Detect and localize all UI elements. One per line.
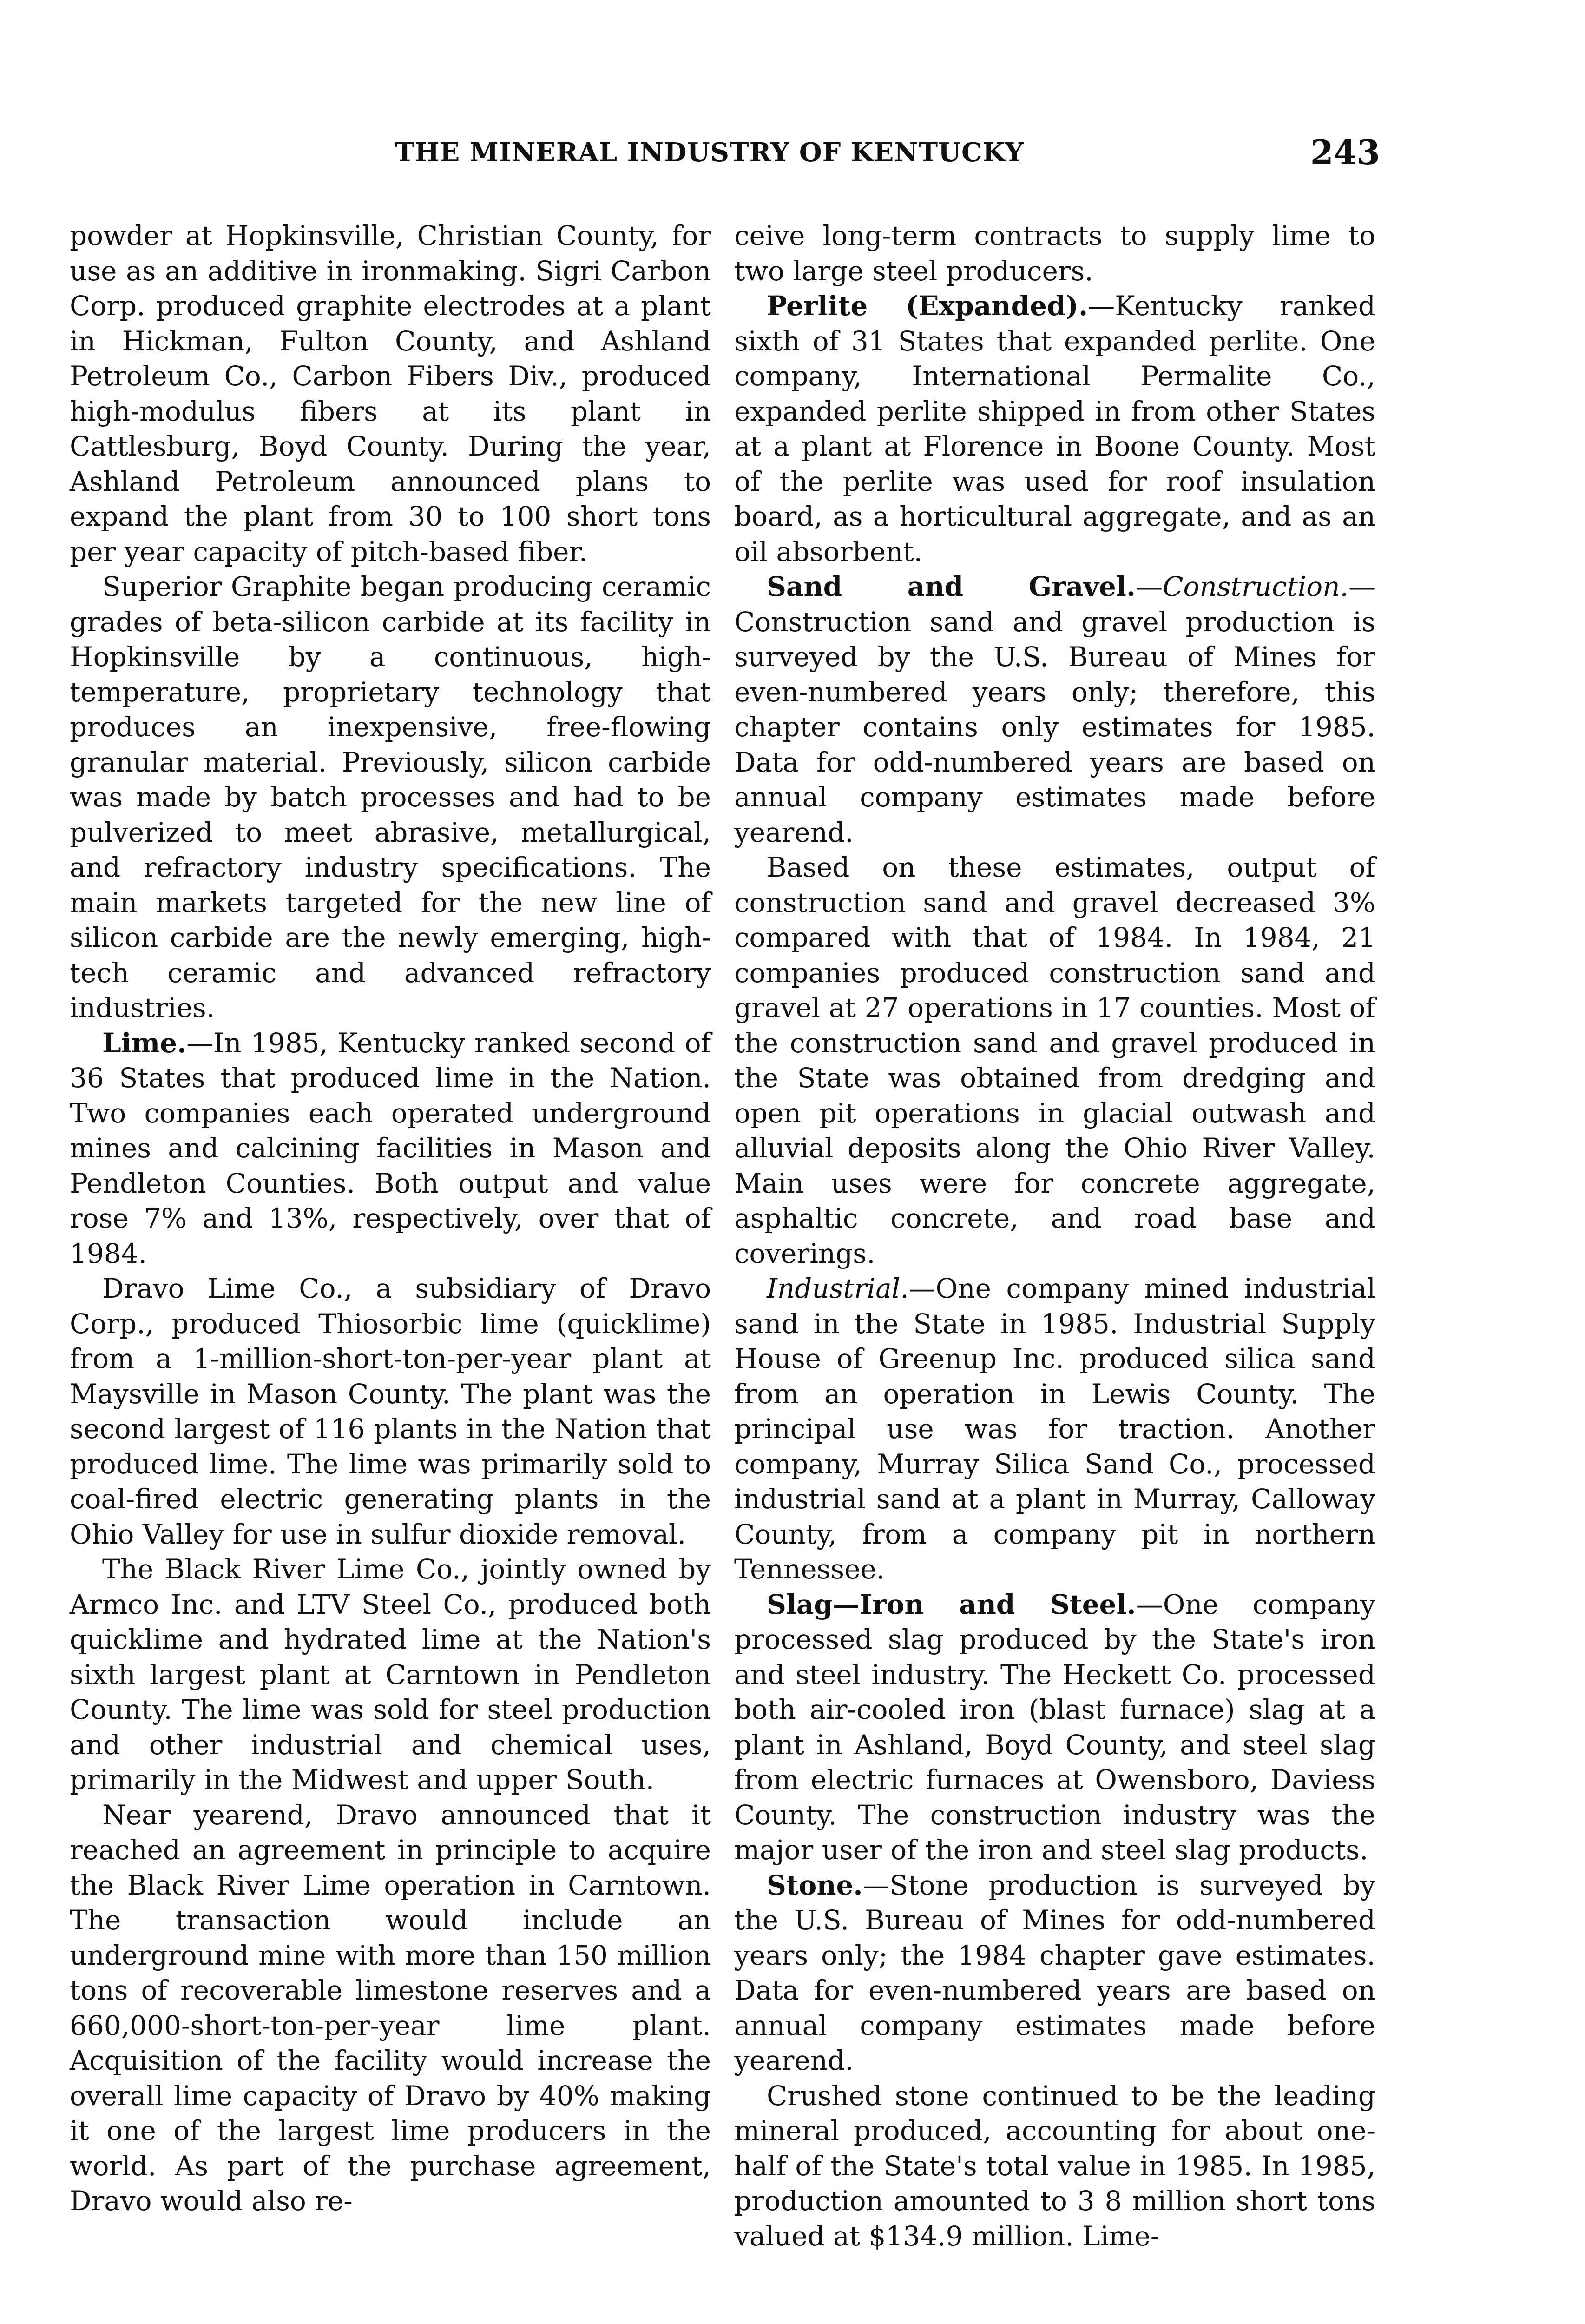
- lime-text: —In 1985, Kentucky ranked second of 36 States that produced lime in the Nation. Two companies each operated underground mines and calcining facilities in Mason and Pendleton Counties. Both output and value rose 7% and 13%, respectively, over that of 1984.: [70, 1027, 711, 1269]
- running-title: THE MINERAL INDUSTRY OF KENTUCKY: [395, 137, 1024, 168]
- paragraph-dravo-acquisition: Near yearend, Dravo announced that it reached an agreement in principle to acquire the Black River Lime operation in Carntown. The transaction would include an underground mine with more than 150 million tons of recoverable limestone reserves and a 660,000-short-ton-per-year lime plant. Acquisition of the facility would increase the overall lime capacity of Dravo by 40% making it one of the largest lime producers in the world. As part of the purchase agreement, Dravo would also re-: [70, 1799, 711, 2217]
- industrial-subheading: Industrial.: [767, 1273, 909, 1304]
- paragraph-crushed-stone: Crushed stone continued to be the leading mineral produced, accounting for about one-half of the State's total value in 1985. In 1985, production amounted to 3 8 million short tons valued at $134.9 million. Lime-: [734, 2080, 1375, 2252]
- left-column: [70, 218, 711, 2219]
- stone-heading: Stone.: [767, 1869, 863, 1901]
- paragraph-sand-gravel: [734, 569, 1375, 850]
- slag-text: —One company processed slag produced by the State's iron and steel industry. The Heckett Co. processed both air-cooled iron (blast furnace) slag at a plant in Ashland, Boyd County, and steel slag from electric furnaces at Owensboro, Daviess County. The construction industry was the major user of the iron and steel slag products.: [734, 1588, 1375, 1866]
- paragraph-superior-graphite: Superior Graphite began producing ceramic grades of beta-silicon carbide at its facility in Hopkinsville by a continuous, high-temperature, proprietary technology that produces an inexpensive, free-flowing granular material. Previously, silicon carbide was made by batch processes and had to be pulverized to meet abrasive, metallurgical, and refractory industry specifications. The main markets targeted for the new line of silicon carbide are the newly emerging, high-tech ceramic and advanced refractory industries.: [70, 571, 711, 1023]
- sand-gravel-heading: Sand and Gravel.: [767, 571, 1136, 602]
- perlite-heading: Perlite (Expanded).: [767, 290, 1088, 322]
- paragraph-perlite: [734, 289, 1375, 569]
- page-number: 243: [1310, 132, 1380, 172]
- stone-text: —Stone production is surveyed by the U.S. Bureau of Mines for odd-numbered years only; the 1984 chapter gave estimates. Data for even-numbered years are based on annual company estimates made before yearend.: [734, 1869, 1375, 2076]
- sand-gravel-text: —Construction sand and gravel production is surveyed by the U.S. Bureau of Mines for even-numbered years only; therefore, this chapter contains only estimates for 1985. Data for odd-numbered years are based on annual company estimates made before yearend.: [734, 571, 1375, 848]
- paragraph-lime-continued: ceive long-term contracts to supply lime to two large steel producers.: [734, 220, 1375, 287]
- slag-heading: Slag—Iron and Steel.: [767, 1588, 1136, 1620]
- industrial-text: —One company mined industrial sand in the State in 1985. Industrial Supply House of Greenup Inc. produced silica sand from an operation in Lewis County. The principal use was for traction. Another company, Murray Silica Sand Co., processed industrial sand at a plant in Murray, Calloway County, from a company pit in northern Tennessee.: [734, 1273, 1375, 1585]
- sand-dash: —: [1136, 571, 1163, 602]
- lime-heading: Lime.: [102, 1027, 187, 1059]
- paragraph-slag: [734, 1587, 1375, 1868]
- paragraph-sand-estimates: Based on these estimates, output of construction sand and gravel decreased 3% compared with that of 1984. In 1984, 21 companies produced construction sand and gravel at 27 operations in 17 counties. Most of the construction sand and gravel produced in the State was obtained from dredging and open pit operations in glacial outwash and alluvial deposits along the Ohio River Valley. Main uses were for concrete aggregate, asphaltic concrete, and road base and coverings.: [734, 852, 1375, 1269]
- paragraph-dravo-lime: Dravo Lime Co., a subsidiary of Dravo Corp., produced Thiosorbic lime (quicklime) from a 1-million-short-ton-per-year plant at Maysville in Mason County. The plant was the second largest of 116 plants in the Nation that produced lime. The lime was primarily sold to coal-fired electric generating plants in the Ohio Valley for use in sulfur dioxide removal.: [70, 1273, 711, 1550]
- paragraph-lime: [70, 1026, 711, 1272]
- perlite-text: —Kentucky ranked sixth of 31 States that expanded perlite. One company, International Permalite Co., expanded perlite shipped in from other States at a plant at Florence in Boone County. Most of the perlite was used for roof insulation board, as a horticultural aggregate, and as an oil absorbent.: [734, 290, 1375, 568]
- paragraph-stone: [734, 1868, 1375, 2079]
- right-column: [734, 218, 1375, 2254]
- paragraph-industrial-sand: [734, 1271, 1375, 1587]
- paragraph-black-river-lime: The Black River Lime Co., jointly owned by Armco Inc. and LTV Steel Co., produced both quicklime and hydrated lime at the Nation's sixth largest plant at Carntown in Pendleton County. The lime was sold for steel production and other industrial and chemical uses, primarily in the Midwest and upper South.: [70, 1553, 711, 1796]
- paragraph-graphite-continued: powder at Hopkinsville, Christian County, for use as an additive in ironmaking. Sigri Carbon Corp. produced graphite electrodes at a plant in Hickman, Fulton County, and Ashland Petroleum Co., Carbon Fibers Div., produced high-modulus fibers at its plant in Cattlesburg, Boyd County. During the year, Ashland Petroleum announced plans to expand the plant from 30 to 100 short tons per year capacity of pitch-based fiber.: [70, 220, 711, 568]
- page-header: [70, 132, 1380, 179]
- construction-subheading: Construction.: [1163, 571, 1348, 602]
